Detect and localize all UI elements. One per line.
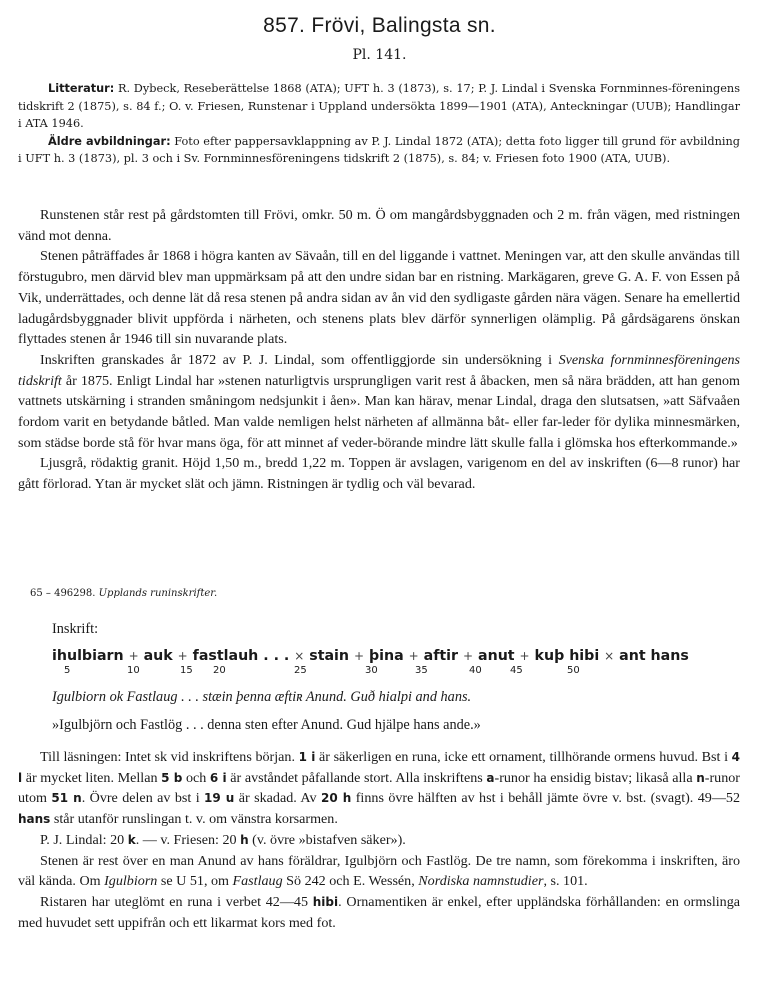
plate-reference: Pl. 141. [352,47,407,63]
older-images-text: Foto efter pappersavklappning av P. J. Lindal 1872 (ATA); detta foto ligger till grund för avbildning i UFT h. 3 (1873), pl. 3 och i Sv. Fornminnesföreningens tidskrift 2 (1875), s. 84; v. Friesen foto 1900 (ATA, UUB). [18,134,740,166]
book-title: Nordiska namnstudier [418,873,544,890]
literature-label: Litteratur: [48,82,115,95]
rune-word: þina [368,648,404,664]
rune-word: aftir [423,648,459,664]
older-images-paragraph [18,133,740,168]
rune-ref: 51 n [51,791,82,806]
text-run: P. J. Lindal: 20 [40,831,128,848]
footnote-number: 65 – 496298. [30,588,96,599]
separator-cross: × [604,649,615,663]
rune-word: ant hans [619,648,689,664]
text-run: är avståndet påfallande stort. Alla inskriftens [226,769,487,786]
rune-ref: 5 b [161,770,183,785]
rune-number: 25 [294,665,307,676]
rune-number: 15 [180,665,193,676]
rune-number: 30 [365,665,378,676]
rune-number: 10 [127,665,140,676]
rune-ref: n [696,770,705,785]
text-run: och [182,769,210,786]
text-run: . — v. Friesen: 20 [135,831,241,848]
normalized-text: Igulbiorn ok Fastlaug . . . stæin þenna æftiʀ Anund. Guð hialpi and hans. [52,689,472,705]
text-run: -runor utom [18,769,740,807]
text-run: Inskriften granskades år 1872 av P. J. Lindal, som offentliggjorde sin undersökning i [40,351,559,368]
text-run: är skadad. Av [234,790,322,807]
rune-number: 20 [213,665,226,676]
literature-text: R. Dybeck, Reseberättelse 1868 (ATA); UFT h. 3 (1873), s. 17; P. J. Lindal i Svenska Fornminnes-föreningens tidskrift 2 (1875), s. 84 f.; O. v. Friesen, Runstenar i Uppland undersökta 1899—1901 (ATA), Anteckningar (UUB); Handlingar i ATA 1946. [18,82,741,131]
name-italic: Fastlaug [232,873,283,890]
separator-plus: + [177,649,188,663]
paragraph-names [18,851,740,892]
transliteration [52,648,689,664]
text-run: finns övre hälften av hst i behåll jämte övre v. bst. (svagt). 49—52 [351,790,741,807]
name-italic: Igulbiorn [104,873,158,890]
text-run: . Ornamentiken är enkel, efter uppländska förhållanden: en ormslinga med huvudet sett uppifrån och ett likarmat kors med fot. [18,893,741,931]
rune-word: stain [309,648,350,664]
literature-paragraph [18,80,740,133]
rune-word: hibi [569,648,600,664]
text-run: . Övre delen av bst i [81,790,205,807]
rune-ref: hibi [312,894,339,909]
text-run: (v. övre »bistafven säker»). [248,831,406,848]
rune-word: auk [143,648,173,664]
separator-plus: + [519,649,530,663]
rune-ref: 20 h [321,791,352,806]
paragraph-reading [18,747,740,830]
text-run: år 1875. Enligt Lindal har »stenen naturligtvis ursprungligen varit rest å åbacken, men så nära brädden, att han genom vattnets utskärning i stranden småningom nedsjunkit i åen». Man kan härav, menar Lindal, draga den slutsatsen, »att Säfvaåen fordom varit en betydande båtled. Man valde nemligen helst närheten af allmänna båt- eller far-leder för dylika minnesmärken, som städse borde stå för hvar mans öga, för att minnet af veder-börande mindre lätt skulle falla i glömska hos efterkommande.» [18,372,740,451]
text-run: Stenen är rest över en man Anund av hans föräldrar, Igulbjörn och Fastlög. De tre namn, som förekomma i inskriften, äro väl kända. Om [18,852,740,890]
rune-number: 35 [415,665,428,676]
rune-ref: 6 i [209,770,227,785]
rune-number: 45 [510,665,523,676]
literature-block [18,80,740,168]
footnote-title: Upplands runinskrifter. [98,588,218,599]
paragraph-discovery: Stenen påträffades år 1868 i högra kanten av Sävaån, till en del liggande i vattnet. Meningen var, att den skulle användas till förstugubro, men därvid blev man uppmärksam på att den undre sidan bar en ristning. Markägaren, greve G. A. F. von Essen på Vik, underrättades, och denne lät då resa stenen på andra sidan av ån vid den sydligaste gården nära vägen. Senare ha emellertid ladugårdsbyggnader blivit uppförda i närheten, och stenens plats blev därför synnerligen olämplig. På gårdsägarens önskan flyttades stenen år 1946 till sin nuvarande plats. [18,248,740,348]
text-run: står utanför runslingan t. v. om vänstra korsarmen. [50,811,338,828]
separator-cross: × [294,649,305,663]
text-run: se U 51, om [157,873,233,890]
paragraph-location: Runstenen står rest på gårdstomten till Frövi, omkr. 50 m. Ö om mangårdsbyggnaden och 2 m. från vägen, med ristningen vänd mot denna. [18,207,740,244]
rune-word: fastlauh [192,648,259,664]
separator-plus: + [353,649,365,663]
rune-ref: 1 i [298,750,316,764]
page-heading: 857. Frövi, Balingsta sn. [263,14,496,37]
paragraph-lindal [18,350,740,454]
rune-ref: h [240,832,249,847]
rune-word: anut [478,648,515,664]
rune-ref: 19 u [204,791,235,806]
description-body [18,205,740,495]
paragraph-material: Ljusgrå, rödaktig granit. Höjd 1,50 m., bredd 1,22 m. Toppen är avslagen, varigenom en del av inskriften (6—8 runor) har gått förlorad. Ytan är mycket slät och jämn. Ristningen är tydlig och väl bevarad. [18,455,740,493]
rune-word: kuþ [534,648,565,664]
text-run: är mycket liten. Mellan [22,769,162,786]
text-run: , s. 101. [543,873,588,890]
rune-number: 50 [567,665,580,676]
rune-number-row [0,665,759,679]
text-run: Ristaren har uteglömt en runa i verbet 42—45 [40,893,313,910]
text-run: Sö 242 och E. Wessén, [282,873,419,890]
rune-word: ihulbiarn [52,648,124,664]
text-run: är säkerligen en runa, icke ett ornament, tillhörande ormens huvud. Bst i [315,749,732,765]
translation-text: »Igulbjörn och Fastlög . . . denna sten efter Anund. Gud hjälpe hans ande.» [52,717,481,733]
paragraph-variants [18,830,740,851]
rune-ref: 4 l [18,750,740,785]
older-images-label: Äldre avbildningar: [48,134,171,148]
text-run: Till läsningen: Intet sk vid inskriftens början. [40,749,299,765]
separator-plus: + [128,649,139,663]
paragraph-carver [18,892,740,933]
rune-number: 5 [64,665,71,676]
rune-number: 40 [469,665,482,676]
inscription-label: Inskrift: [52,621,99,637]
separator-plus: + [408,649,419,663]
journal-title: Svenska fornminnesföreningens tidskrift [18,351,740,389]
commentary-body [18,747,740,933]
rune-ref: hans [18,812,51,827]
rune-ref: a [486,770,495,785]
footnote [30,588,217,599]
separator-plus: + [463,649,474,663]
rune-ref: k [127,832,136,847]
text-run: -runor ha ensidig bistav; likaså alla [494,769,697,786]
lacuna-dots: . . . [258,648,295,664]
